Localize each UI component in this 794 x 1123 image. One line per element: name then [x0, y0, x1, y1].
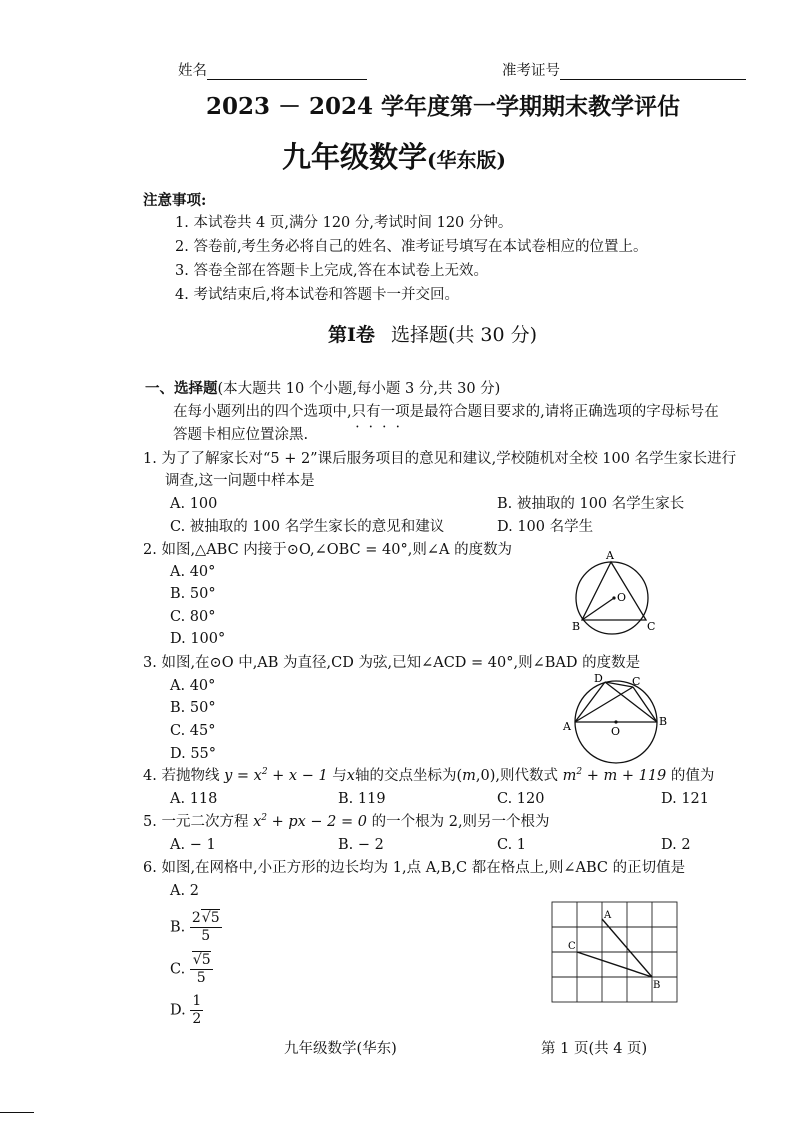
- q6-label-c: C: [568, 941, 576, 952]
- q6-option-a: A. 2: [170, 883, 199, 899]
- q2-center-dot: [612, 596, 615, 599]
- q5-option-b: B. − 2: [338, 837, 384, 853]
- q6-option-b-fraction: $\frac{2√5}{5}$: [191, 910, 220, 944]
- notice-heading: 注意事项:: [143, 192, 207, 209]
- section-instruction-line2: 答题卡相应位置涂黑.: [173, 427, 309, 443]
- q1-option-b: B. 被抽取的 100 名学生家长: [497, 496, 685, 512]
- q6-option-c-fraction: $\frac{√5}{5}$: [190, 952, 213, 987]
- q4-expression: $m^2 + m + 119$: [562, 767, 667, 784]
- q6-grid-figure: [548, 898, 684, 1004]
- name-label: 姓名: [178, 63, 207, 79]
- q2-option-c: C. 80°: [170, 609, 216, 625]
- q3-option-a: A. 40°: [170, 678, 216, 694]
- q3-label-b: B: [659, 715, 668, 728]
- q4-option-c: C. 120: [497, 791, 545, 807]
- q2-label-c: C: [647, 620, 656, 633]
- q2-label-b: B: [572, 620, 581, 633]
- footer-page-number: 第 1 页(共 4 页): [541, 1041, 648, 1057]
- q5-equation: $x^2$ + px − 2 = 0: [253, 813, 367, 830]
- edition: (华东版): [427, 148, 506, 172]
- q2-stem: 2. 如图,△ABC 内接于⊙O,∠OBC = 40°,则∠A 的度数为: [143, 542, 513, 558]
- q3-label-d: D: [594, 672, 603, 685]
- notice-item: 4. 考试结束后,将本试卷和答题卡一并交回。: [175, 287, 460, 303]
- q3-label-a: A: [563, 720, 571, 733]
- emphasis-text: 只有一项 • • • •: [352, 404, 410, 420]
- q5-stem: 5. 一元二次方程 $x^2$ + px − 2 = 0 的一个根为 2,则另一个根为: [143, 813, 550, 830]
- q5-option-d: D. 2: [661, 837, 691, 853]
- notice-item: 3. 答卷全部在答题卡上完成,答在本试卷上无效。: [175, 263, 489, 279]
- q6-option-d: D. $\frac{1}{2}$: [170, 993, 202, 1027]
- section-instruction: 在每小题列出的四个选项中,只有一项 • • • •是最符合题目要求的,请将正确选项的字母标号在: [173, 403, 719, 421]
- q4-parabola-eq: $y = x^2 + x - 1$: [224, 767, 328, 784]
- volume-title-sub: 选择题(共 30 分): [390, 324, 538, 346]
- q2-label-a: A: [606, 549, 614, 562]
- section-heading-note: (本大题共 10 个小题,每小题 3 分,共 30 分): [217, 381, 501, 397]
- q2-label-o: O: [617, 591, 627, 604]
- name-field: [178, 62, 367, 80]
- q1-stem: 1. 为了了解家长对“5 + 2”课后服务项目的意见和建议,学校随机对全校 100 名学生家长进行: [143, 451, 737, 467]
- q4-stem: 4. 若抛物线 $y = x^2 + x - 1$ 与x轴的交点坐标为(m,0),则代数式 $m^2 + m + 119$ 的值为: [143, 767, 715, 784]
- volume-title-main: 第Ⅰ卷: [328, 324, 375, 346]
- q1-option-d: D. 100 名学生: [497, 519, 594, 535]
- q1-option-a: A. 100: [170, 496, 218, 512]
- q6-option-c: C. $\frac{√5}{5}$: [170, 952, 211, 986]
- q2-option-d: D. 100°: [170, 631, 226, 647]
- notice-item: 2. 答卷前,考生务必将自己的姓名、准考证号填写在本试卷相应的位置上。: [175, 239, 648, 255]
- section-heading: [145, 380, 500, 398]
- q4-option-a: A. 118: [170, 791, 218, 807]
- q3-figure: [560, 672, 672, 768]
- exam-title: 2023 － 2024 学年度第一学期期末教学评估: [206, 93, 681, 120]
- q3-center-dot: [614, 720, 617, 723]
- q6-stem: 6. 如图,在网格中,小正方形的边长均为 1,点 A,B,C 都在格点上,则∠ABC 的正切值是: [143, 860, 686, 876]
- notice-item: 1. 本试卷共 4 页,满分 120 分,考试时间 120 分钟。: [175, 215, 513, 231]
- section-heading-title: 一、选择题: [145, 380, 218, 397]
- q3-option-c: C. 45°: [170, 723, 216, 739]
- q5-option-a: A. − 1: [170, 837, 216, 853]
- q2-circle: [576, 562, 648, 634]
- exam-number-label: 准考证号: [502, 63, 560, 79]
- q3-label-c: C: [632, 675, 641, 688]
- corner-rule: [0, 1112, 34, 1113]
- q3-label-o: O: [611, 725, 621, 738]
- q6-label-b: B: [653, 980, 661, 991]
- q6-label-a: A: [604, 910, 612, 921]
- subject-name: 九年级数学: [282, 140, 428, 174]
- q4-option-d: D. 121: [661, 791, 710, 807]
- q4-option-b: B. 119: [338, 791, 386, 807]
- q3-option-b: B. 50°: [170, 700, 216, 716]
- q3-option-d: D. 55°: [170, 746, 217, 762]
- q1-stem-line2: 调查,这一问题中样本是: [165, 473, 315, 489]
- q5-option-c: C. 1: [497, 837, 527, 853]
- exam-number-field: [502, 62, 746, 80]
- q2-option-b: B. 50°: [170, 586, 216, 602]
- subject-title: [282, 138, 506, 179]
- footer-subject: 九年级数学(华东): [284, 1041, 397, 1057]
- volume-title: [328, 322, 537, 348]
- q3-stem: 3. 如图,在⊙O 中,AB 为直径,CD 为弦,已知∠ACD = 40°,则∠BAD 的度数是: [143, 655, 641, 671]
- q2-figure: [566, 548, 676, 638]
- q2-option-a: A. 40°: [170, 564, 216, 580]
- q6-option-d-fraction: $\frac{1}{2}$: [192, 993, 202, 1027]
- q3-segment-ac: [575, 687, 633, 722]
- q6-option-b: B. $\frac{2√5}{5}$: [170, 910, 220, 944]
- q1-option-c: C. 被抽取的 100 名学生家长的意见和建议: [170, 519, 445, 535]
